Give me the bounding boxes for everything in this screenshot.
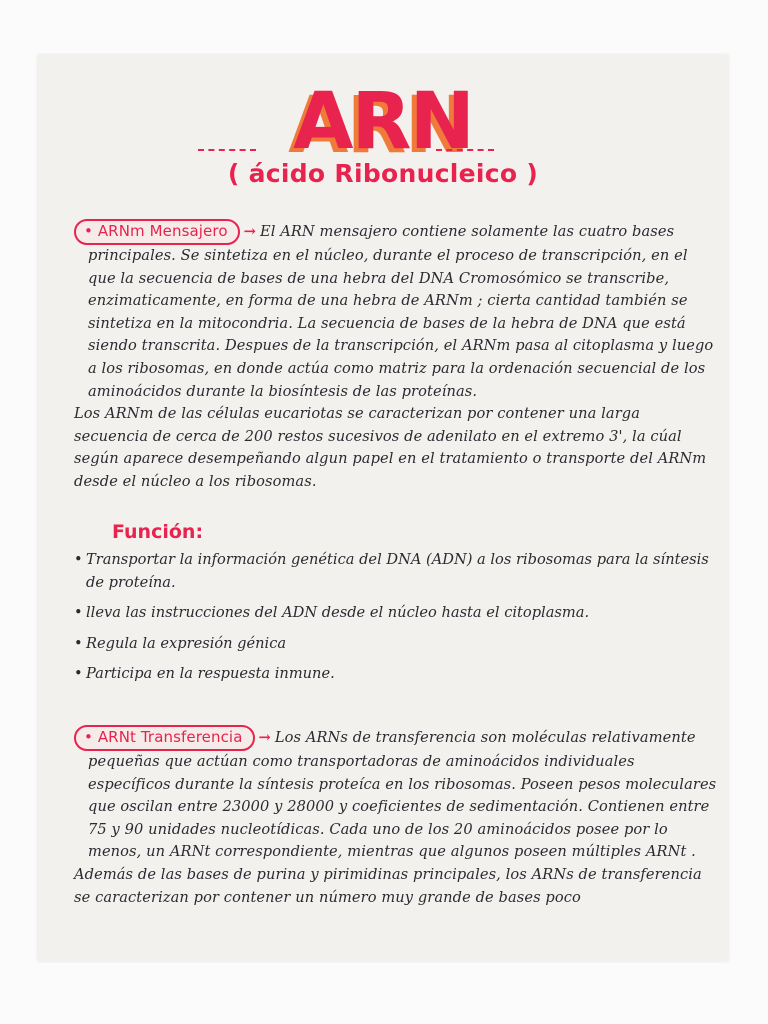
section-arnt-paragraph-1 — [74, 725, 718, 864]
notebook-page — [38, 55, 728, 961]
section-arnm — [74, 219, 718, 494]
section-heading-arnt: • ARNt Transferencia — [74, 725, 255, 751]
section-arnm-paragraph-2: Los ARNm de las células eucariotas se caracterizan por contener una larga secuencia de cerca de 200 restos sucesivos de adenilato en el extremo 3', la cúal según aparece desempeñando algun papel en el tratamiento o transporte del ARNm desde el núcleo a los ribosomas. — [74, 405, 707, 490]
page-title: ARN — [293, 77, 473, 167]
list-item: • lleva las instrucciones del ADN desde el núcleo hasta el citoplasma. — [74, 602, 718, 625]
list-item: • Regula la expresión génica — [74, 633, 718, 656]
section-heading-arnm: • ARNm Mensajero — [74, 219, 240, 245]
page-subtitle: ( ácido Ribonucleico ) — [227, 159, 539, 188]
section-arnt — [74, 725, 718, 909]
list-item: • Transportar la información genética del DNA (ADN) a los ribosomas para la síntesis de proteína. — [74, 549, 718, 594]
arrow-icon: → — [258, 729, 271, 746]
title-dash-right — [436, 149, 494, 153]
title-block — [38, 77, 728, 167]
section-arnt-text-1: Los ARNs de transferencia son moléculas relativamente pequeñas que actúan como transportadoras de aminoácidos individuales específicos durante la síntesis proteíca en los ribosomas. Poseen pesos moleculares que oscilan entre 23000 y 28000 y coeficientes de sedimentación. Contienen entre 75 y 90 unidades nucleotídicas. Cada uno de los 20 aminoácidos posee por lo menos, un ARNt correspondiente, mientras que algunos poseen múltiples ARNt . — [88, 729, 717, 861]
title-dash-left — [198, 149, 256, 153]
section-arnt-paragraph-2: Además de las bases de purina y pirimidinas principales, los ARNs de transferencia se caracterizan por contener un número muy grande de bases poco — [74, 865, 702, 906]
list-item: • Participa en la respuesta inmune. — [74, 663, 718, 686]
arrow-icon: → — [243, 223, 256, 240]
section-arnm-text-1: El ARN mensajero contiene solamente las cuatro bases principales. Se sintetiza en el núcleo, durante el proceso de transcripción, en el que la secuencia de bases de una hebra del DNA Cromosómico se transcribe, enzimaticamente, en forma de una hebra de ARNm ; cierta cantidad también se sintetiza en la mitocondria. La secuencia de bases de la hebra de DNA que está siendo transcrita. Despues de la transcripción, el ARNm pasa al citoplasma y luego a los ribosomas, en donde actúa como matriz para la ordenación secuencial de los aminoácidos durante la biosíntesis de las proteínas. — [88, 223, 714, 400]
funcion-heading: Función: — [112, 521, 204, 543]
section-arnm-paragraph-1 — [74, 219, 718, 403]
funcion-list — [74, 549, 718, 694]
